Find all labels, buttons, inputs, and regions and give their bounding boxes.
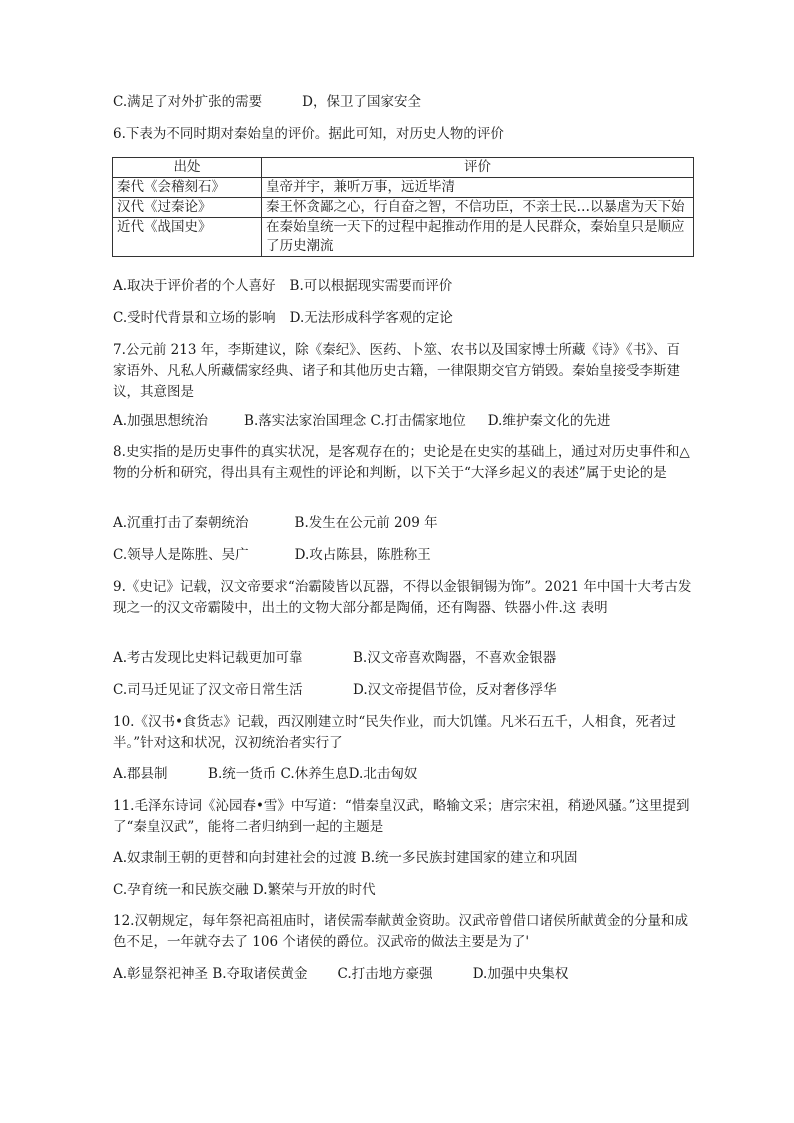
table-row <box>113 178 694 198</box>
q9-option-b: B.汉文帝喜欢陶器，不喜欢金银器 <box>353 650 557 666</box>
q8-stem: 8.史实指的是历史事件的真实状况，是客观存在的；史论是在史实的基础上，通过对历史事件和△物的分析和研究，得出具有主观性的评论和判断，以下关于“大泽乡起义的表述”属于史论的是 <box>113 444 690 481</box>
q11-options-cd: C.孕育统一和民族交融 D.繁荣与开放的时代 <box>113 882 376 898</box>
q6-options-ab <box>113 276 452 296</box>
q9-option-c: C.司马迁见证了汉文帝日常生活 <box>113 682 303 698</box>
q9-stem: 9.《史记》记载，汉文帝要求“治霸陵皆以瓦器，不得以金银铜锡为饰”。2021 年中国十大考古发现之一的汉文帝霸陵中，出土的文物大部分都是陶俑，还有陶器、铁器小件.这 表明 <box>113 579 692 616</box>
q5-option-c: C.满足了对外扩张的需要 <box>113 94 263 110</box>
q9-options-ab <box>113 648 556 668</box>
table-header-evaluation: 评价 <box>262 158 694 178</box>
q10-stem: 10.《汉书•食货志》记载，西汉刚建立时“民失作业，而大饥馑。凡米石五千，人相食，死者过半。”针对这和状况，汉初统治者实行了 <box>113 714 676 751</box>
q12-stem: 12.汉朝规定，每年祭祀高祖庙时，诸侯需奉献黄金资助。汉武帝曾借口诸侯所献黄金的分量和成色不足，一年就夺去了 106 个诸侯的爵位。汉武帝的做法主要是为了' <box>113 913 688 950</box>
q12-option-ab: A.彰显祭祀神圣 B.夺取诸侯黄金 <box>113 966 308 982</box>
q9-options-cd <box>113 680 557 700</box>
q6-options-cd <box>113 308 453 328</box>
q6-evaluation-table <box>112 157 694 257</box>
q6-stem: 6.下表为不同时期对秦始皇的评价。据此可知，对历史人物的评价 <box>113 126 504 142</box>
q8-option-c: C.领导人是陈胜、吴广 <box>113 547 249 563</box>
q12-option-c: C.打击地方豪强 <box>337 966 433 982</box>
q7-options <box>113 411 610 431</box>
q9-option-d: D.汉文帝提倡节俭，反对奢侈浮华 <box>353 682 557 698</box>
q6-option-a: A.取决于评价者的个人喜好 <box>113 278 276 294</box>
q10-options: A.郡县制 B.统一货币 C.休养生息D.北击匈奴 <box>113 766 418 782</box>
q5-option-d: D，保卫了国家安全 <box>302 94 421 110</box>
table-header-row <box>113 158 694 178</box>
q8-options-cd <box>113 545 431 565</box>
q7-option-bc: B.落实法家治国理念 C.打击儒家地位 <box>244 413 466 429</box>
table-cell-evaluation: 皇帝并宇，兼听万事，远近毕清 <box>262 178 694 198</box>
q11-stem: 11.毛泽东诗词《沁园春•雪》中写道：“惜秦皇汉武，略输文采；唐宗宋祖，稍逊风骚。”这里提到了“秦皇汉武”，能将二者归纳到一起的主题是 <box>113 798 690 835</box>
table-cell-source: 近代《战国史》 <box>113 218 262 257</box>
q11-options-ab: A.奴隶制王朝的更替和向封建社会的过渡 B.统一多民族封建国家的建立和巩固 <box>113 850 578 866</box>
q5-options-cd <box>113 92 421 112</box>
table-cell-evaluation: 在秦始皇统一天下的过程中起推动作用的是人民群众，秦始皇只是顺应了历史潮流 <box>262 218 694 257</box>
q6-option-d: D.无法形成科学客观的定论 <box>289 310 453 326</box>
q12-option-d: D.加强中央集权 <box>472 966 569 982</box>
q8-options-ab <box>113 513 438 533</box>
table-cell-evaluation: 秦王怀贪鄙之心，行自奋之智，不信功臣，不亲士民…以暴虐为天下始 <box>262 198 694 218</box>
table-row <box>113 218 694 257</box>
q12-options <box>113 964 568 984</box>
q8-option-b: B.发生在公元前 209 年 <box>294 515 438 531</box>
q9-option-a: A.考古发现比史料记载更加可靠 <box>113 650 303 666</box>
q8-option-a: A.沉重打击了秦朝统治 <box>113 515 249 531</box>
q6-option-c: C.受时代背景和立场的影响 <box>113 310 276 326</box>
q8-option-d: D.攻占陈县，陈胜称王 <box>294 547 431 563</box>
table-cell-source: 汉代《过秦论》 <box>113 198 262 218</box>
q7-option-a: A.加强思想统治 <box>113 413 209 429</box>
table-row <box>113 198 694 218</box>
q7-stem: 7.公元前 213 年，李斯建议，除《秦纪》、医药、卜筮、农书以及国家博士所藏《诗》《书》、百家语外、凡私人所藏儒家经典、诸子和其他历史古籍，一律限期交官方销毁。秦始皇接受李斯建议，其意图是 <box>113 342 680 400</box>
q6-option-b: B.可以根据现实需要而评价 <box>289 278 453 294</box>
table-cell-source: 秦代《会稽刻石》 <box>113 178 262 198</box>
q7-option-d: D.维护秦文化的先进 <box>487 413 611 429</box>
table-header-source: 出处 <box>113 158 262 178</box>
